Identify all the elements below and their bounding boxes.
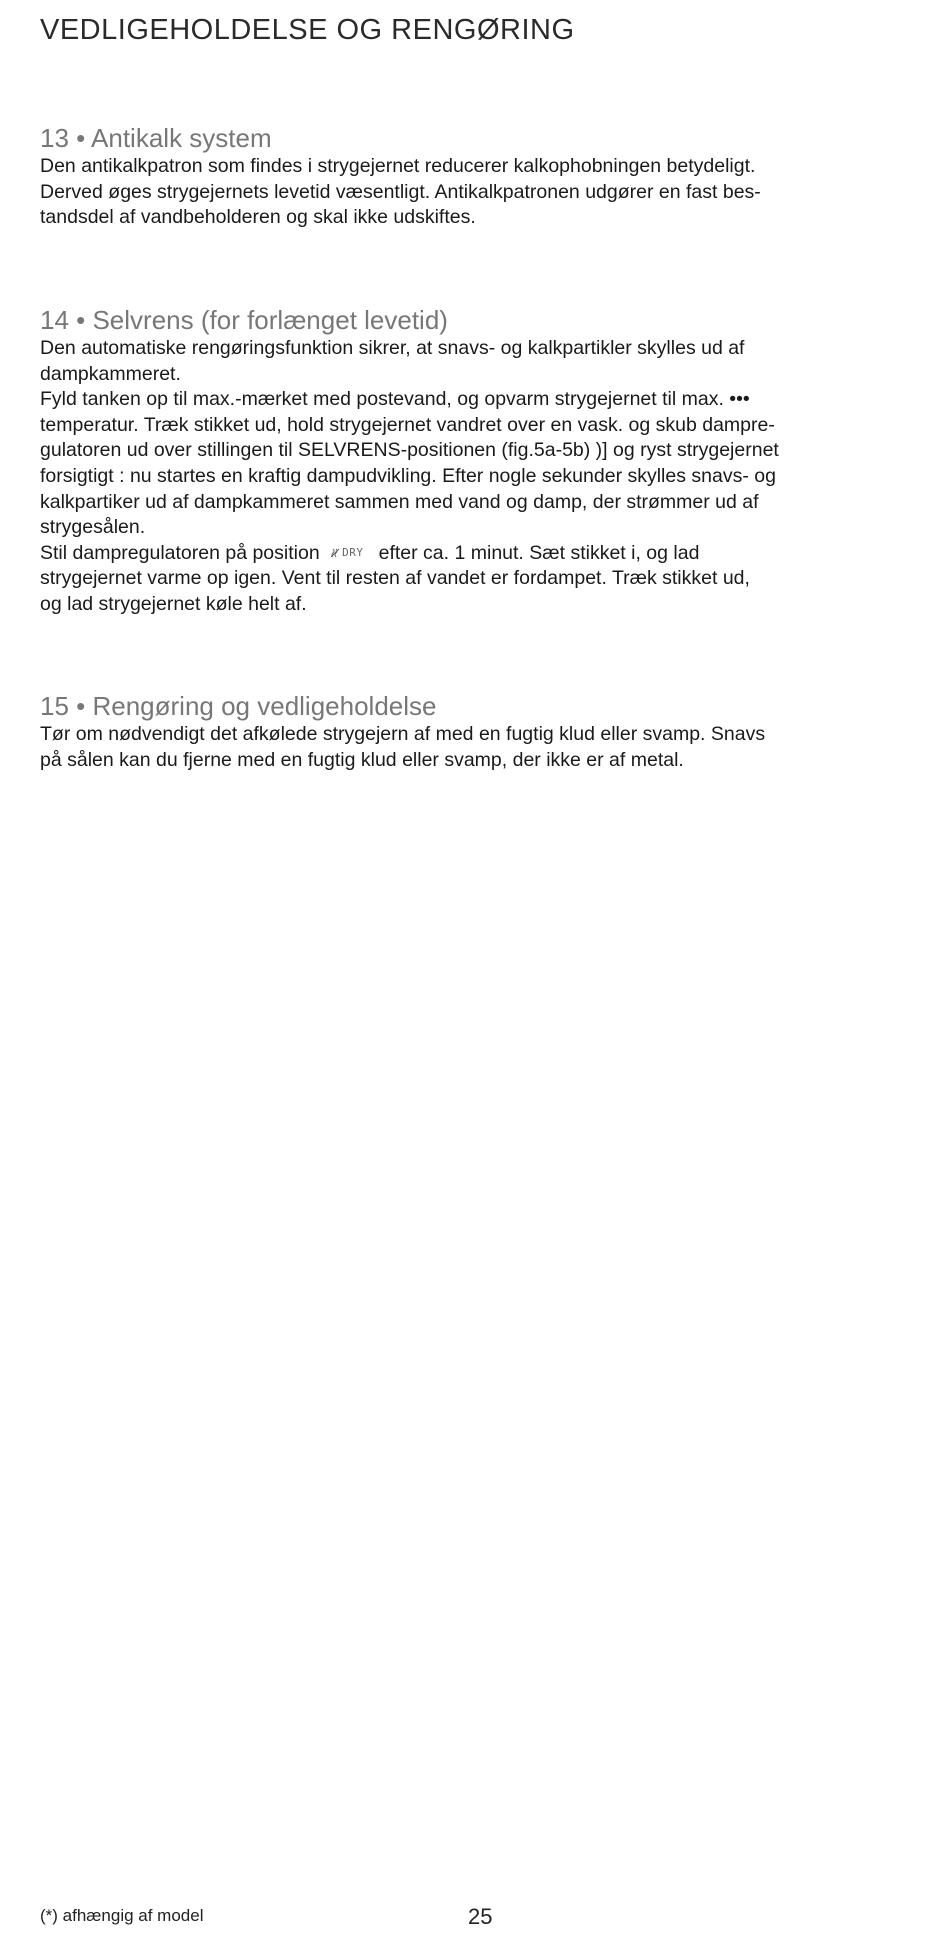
paragraph-line: Den automatiske rengøringsfunktion sikrer, at snavs- og kalkpartikler skylles ud af	[40, 337, 745, 359]
dry-setting-icon	[331, 546, 371, 559]
section-body	[40, 722, 920, 773]
no-steam-icon	[331, 548, 341, 558]
dry-line-after: efter ca. 1 minut. Sæt stikket i, og lad	[378, 541, 700, 564]
section-rengoring	[40, 690, 920, 773]
paragraph-line: Fyld tanken op til max.-mærket med postevand, og opvarm strygejernet til max. •••	[40, 388, 750, 411]
paragraph-line: strygejernet varme op igen. Vent til resten af vandet er fordampet. Træk stikket ud,	[40, 567, 750, 590]
page-title: VEDLIGEHOLDELSE OG RENGØRING	[40, 14, 575, 46]
section-heading: 15 • Rengøring og vedligeholdelse	[40, 691, 437, 721]
paragraph-line: temperatur. Træk stikket ud, hold strygejernet vandret over en vask. og skub dampre-	[40, 413, 775, 436]
section-heading: 14 • Selvrens (for forlænget levetid)	[40, 305, 448, 335]
paragraph-line: gulatoren ud over stillingen til SELVRENS-positionen (fig.5a-5b) )] og ryst strygejernet	[40, 439, 779, 462]
paragraph-line: tandsdel af vandbeholderen og skal ikke udskiftes.	[40, 206, 476, 229]
paragraph-line: Den antikalkpatron som findes i strygejernet reducerer kalkophobningen betydeligt.	[40, 155, 756, 177]
dry-icon-label: DRY	[342, 545, 364, 559]
paragraph-line: Derved øges strygejernets levetid væsentligt. Antikalkpatronen udgører en fast bes-	[40, 180, 761, 203]
paragraph-line: dampkammeret.	[40, 362, 181, 385]
paragraph-line-dry	[40, 541, 920, 567]
section-antikalk	[40, 122, 920, 231]
paragraph-line: og lad strygejernet køle helt af.	[40, 592, 307, 615]
section-body	[40, 154, 920, 231]
dry-line-before: Stil dampregulatoren på position	[40, 541, 320, 564]
paragraph-line: kalkpartiker ud af dampkammeret sammen med vand og damp, der strømmer ud af	[40, 490, 759, 513]
footer-note: (*) afhængig af model	[40, 1906, 204, 1925]
section-heading: 13 • Antikalk system	[40, 123, 272, 153]
section-selvrens	[40, 304, 920, 618]
page-number: 25	[468, 1904, 493, 1929]
paragraph-line: forsigtigt : nu startes en kraftig dampudvikling. Efter nogle sekunder skylles snavs- og	[40, 464, 776, 487]
paragraph-line: på sålen kan du fjerne med en fugtig klud eller svamp, der ikke er af metal.	[40, 748, 684, 771]
section-body	[40, 336, 920, 618]
paragraph-line: strygesålen.	[40, 516, 146, 539]
paragraph-line: Tør om nødvendigt det afkølede strygejern af med en fugtig klud eller svamp. Snavs	[40, 723, 766, 745]
